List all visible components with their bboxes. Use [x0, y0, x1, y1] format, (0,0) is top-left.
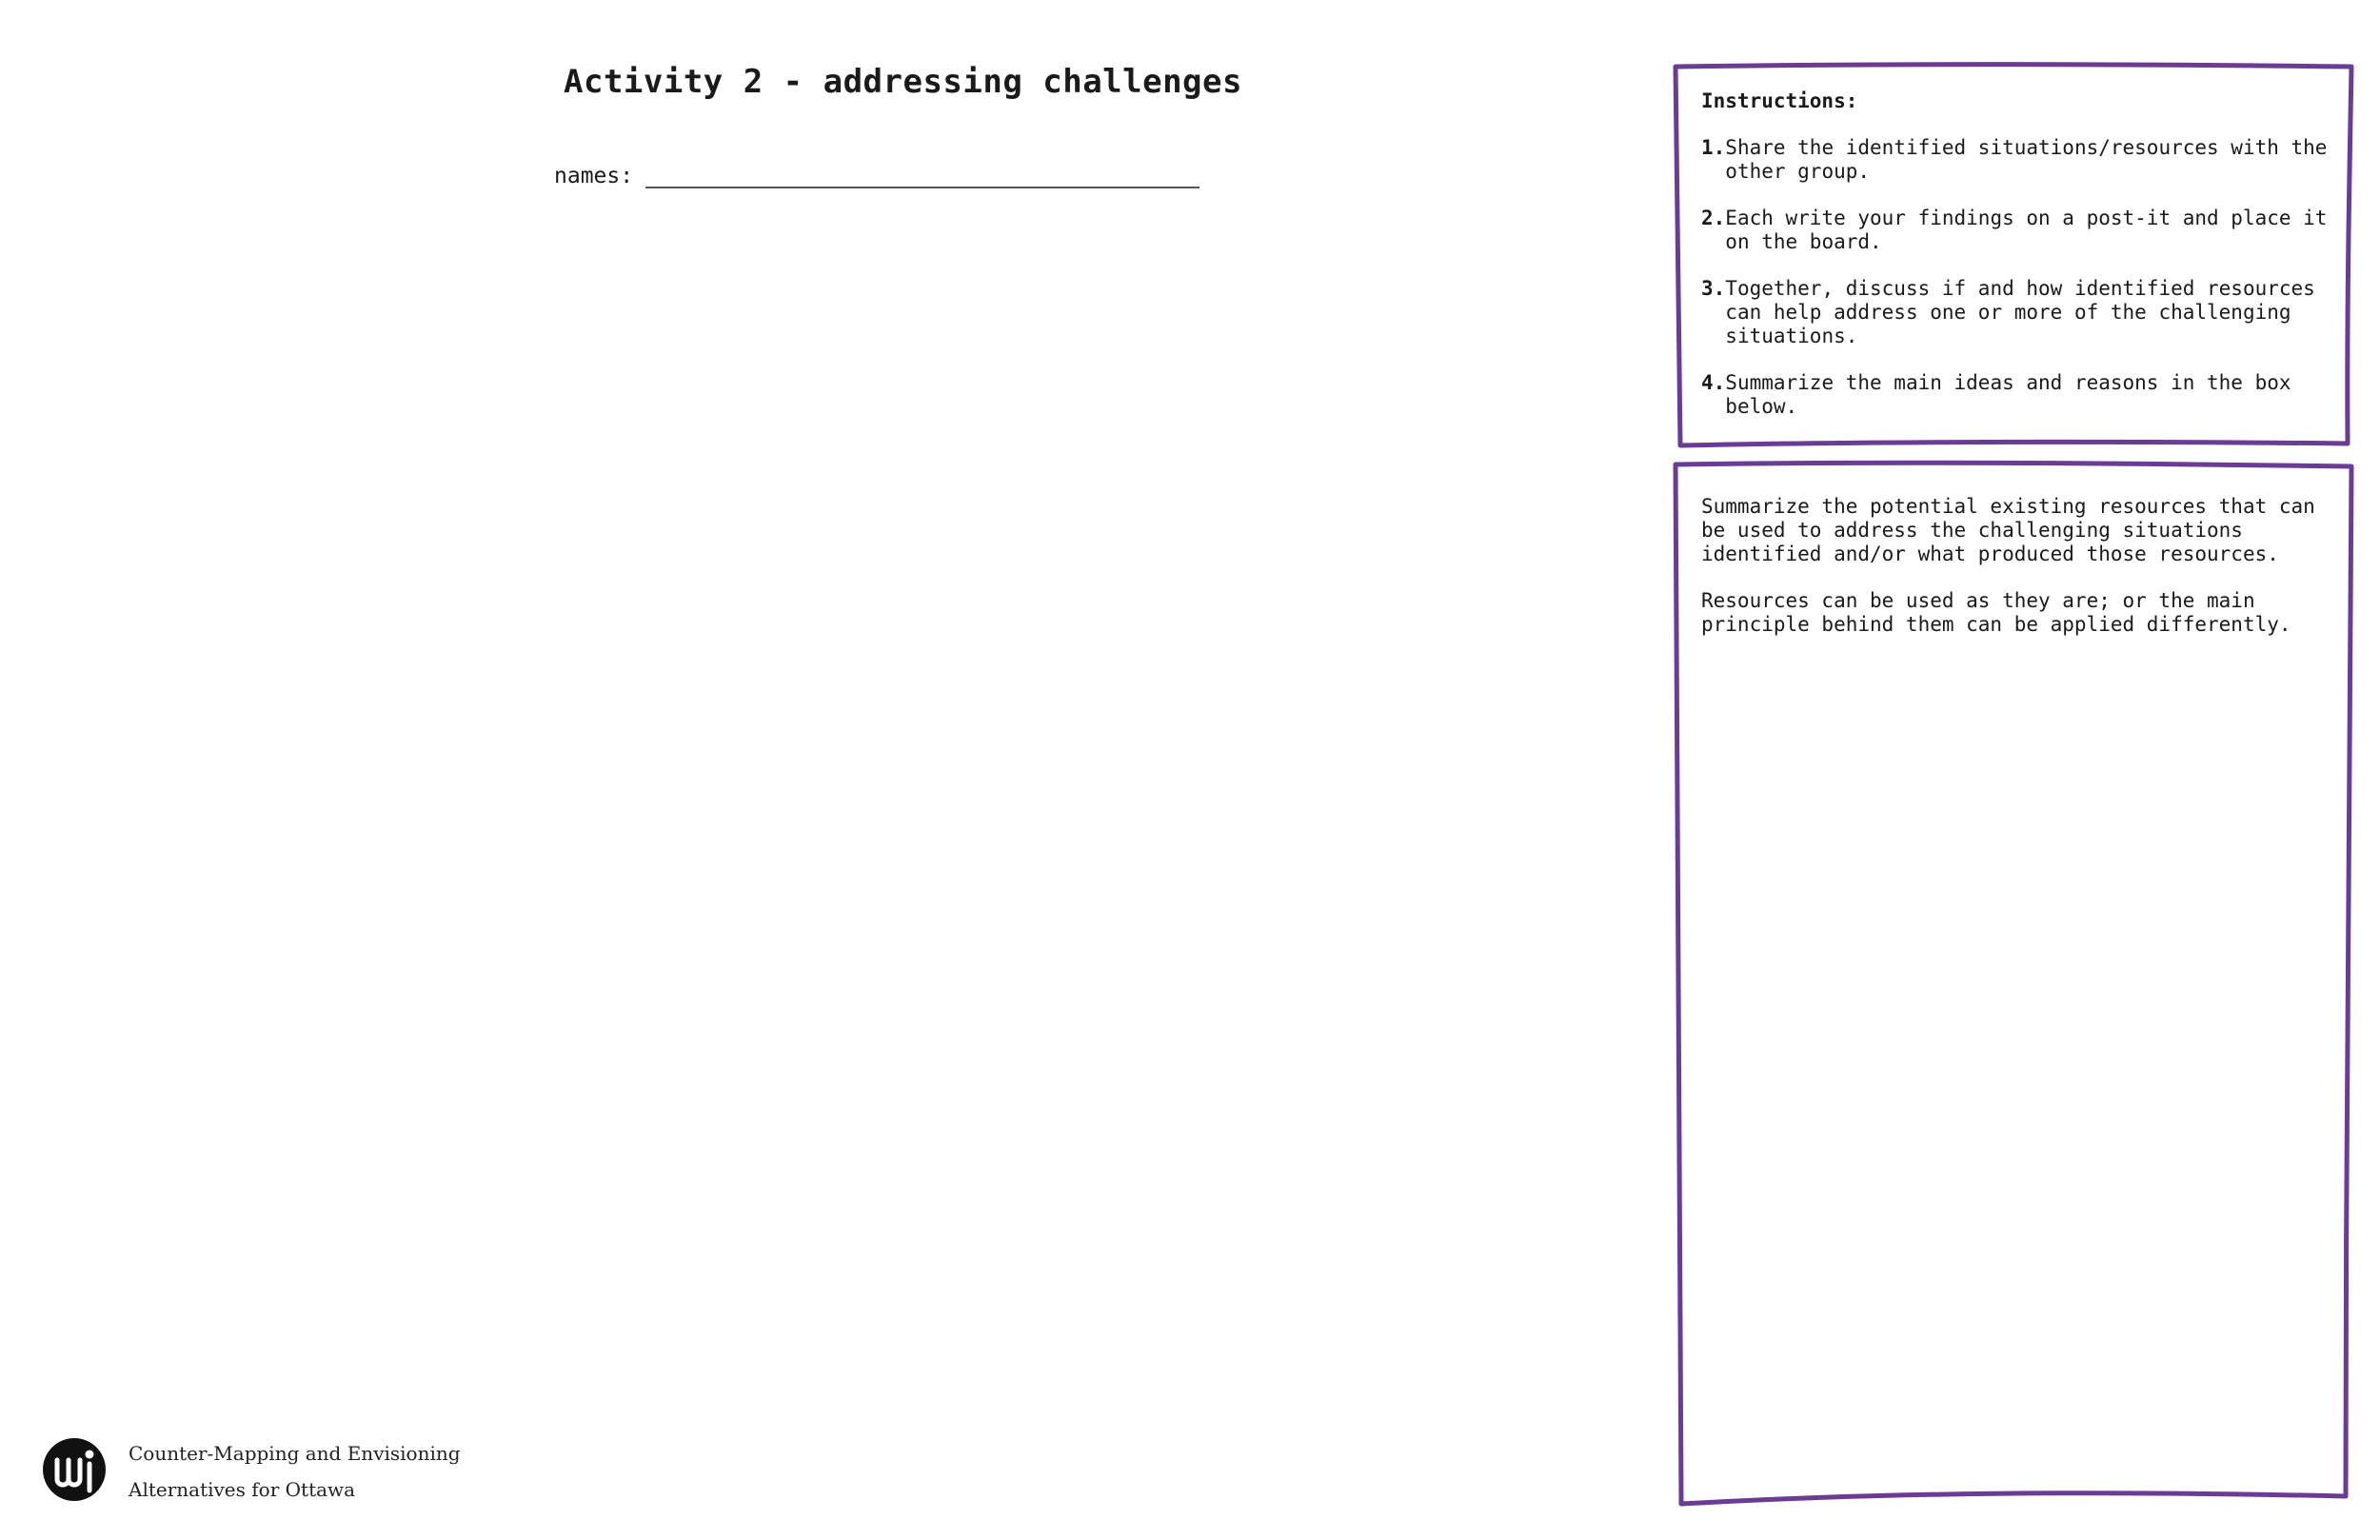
step-text: Together, discuss if and how identified resources can help address one or more of the challenging situations.: [1725, 277, 2315, 347]
summary-prompt: [1701, 495, 2330, 660]
instruction-step: [1701, 277, 2330, 348]
page-title: Activity 2 - addressing challenges: [564, 63, 1242, 101]
footer-line: Alternatives for Ottawa: [129, 1478, 356, 1501]
instruction-step: [1701, 207, 2330, 254]
ui-logo-icon: [42, 1435, 107, 1504]
instruction-step: [1701, 371, 2330, 419]
step-number: 3.: [1701, 277, 1726, 300]
names-label: names:: [554, 164, 634, 188]
instructions-panel: [1701, 89, 2330, 442]
names-write-line[interactable]: [645, 187, 1200, 188]
step-text: Each write your findings on a post-it and place it on the board.: [1725, 207, 2328, 253]
summary-answer-area[interactable]: [1690, 647, 2328, 1485]
footer-line: Counter-Mapping and Envisioning: [129, 1442, 461, 1465]
step-number: 4.: [1701, 371, 1726, 394]
instruction-step: [1701, 136, 2330, 184]
step-number: 2.: [1701, 207, 1726, 229]
step-number: 1.: [1701, 136, 1726, 159]
instructions-heading: Instructions:: [1701, 89, 1858, 112]
step-text: Summarize the main ideas and reasons in the box below.: [1725, 371, 2291, 418]
step-text: Share the identified situations/resources with the other group.: [1725, 136, 2328, 183]
summary-paragraph: Resources can be used as they are; or the main principle behind them can be applied differently.: [1701, 589, 2291, 636]
summary-paragraph: Summarize the potential existing resources that can be used to address the challenging situations identified and/or what produced those resources.: [1701, 495, 2315, 565]
footer-project-name: [129, 1435, 461, 1508]
names-field: [554, 160, 1201, 198]
